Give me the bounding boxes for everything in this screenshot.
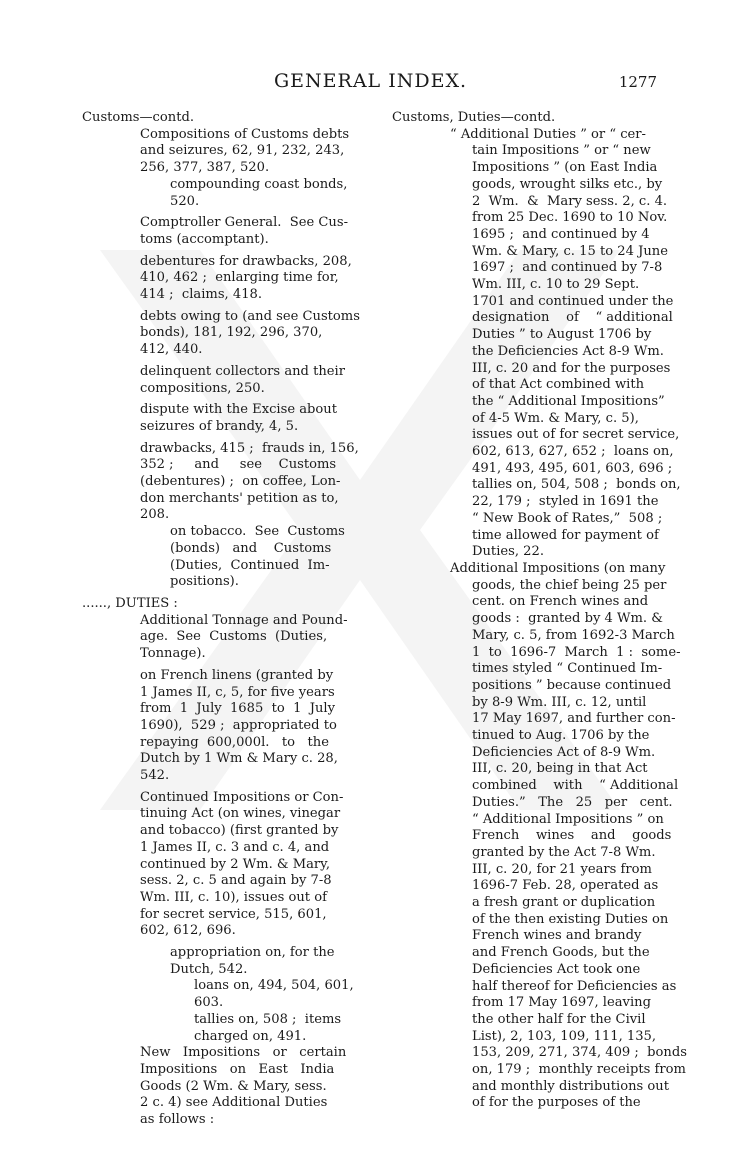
index-entry-line: Continued Impositions or Con- [140, 789, 344, 805]
index-entry-line: charged on, 491. [194, 1028, 307, 1044]
page-header [0, 70, 741, 96]
index-entry-line: Dutch, 542. [170, 961, 248, 977]
index-entry-line: by 8-9 Wm. III, c. 12, until [472, 694, 647, 710]
index-entry-line: times styled “ Continued Im- [472, 661, 663, 677]
index-entry-line: positions). [170, 574, 239, 590]
index-entry-line: sess. 2, c. 5 and again by 7-8 [140, 873, 332, 889]
index-entry-line: designation of “ additional [472, 310, 673, 326]
index-entry-line: “ New Book of Rates,” 508 ; [472, 510, 663, 526]
index-entry-line: Additional Impositions (on many [450, 560, 666, 576]
index-entry-line: French wines and brandy [472, 928, 642, 944]
index-entry-line: Tonnage). [140, 646, 206, 662]
index-entry-line: seizures of brandy, 4, 5. [140, 418, 299, 434]
index-entry-line: Impositions on East India [140, 1061, 335, 1077]
index-entry-line: III, c. 20 and for the purposes [472, 360, 671, 376]
index-entry-line: tinuing Act (on wines, vinegar [140, 806, 341, 822]
index-entry-line: age. See Customs (Duties, [140, 629, 328, 645]
index-entry-line: compositions, 250. [140, 380, 265, 396]
index-entry-line: Wm. III, c. 10 to 29 Sept. [472, 277, 640, 293]
index-entry-line: 410, 462 ; enlarging time for, [140, 270, 339, 286]
index-entry-line: cent. on French wines and [472, 594, 649, 610]
index-entry-line: Customs—contd. [82, 110, 195, 125]
index-entry-line: debentures for drawbacks, 208, [140, 253, 352, 269]
index-entry-line: Wm. & Mary, c. 15 to 24 June [472, 243, 668, 259]
index-entry-line: List), 2, 103, 109, 111, 135, [472, 1028, 657, 1044]
index-entry-line: 603. [194, 995, 224, 1011]
index-entry-line: goods, wrought silks etc., by [472, 176, 663, 192]
index-entry-line: appropriation on, for the [170, 945, 335, 961]
index-entry-line: tain Impositions ” or “ new [472, 143, 651, 159]
index-entry-line: New Impositions or certain [140, 1045, 347, 1061]
index-entry-line: 1696-7 Feb. 28, operated as [472, 878, 659, 894]
index-entry-line: 1697 ; and continued by 7-8 [472, 260, 663, 276]
index-entry-line: the other half for the Civil [472, 1011, 646, 1027]
index-entry-line: 1 James II, c. 3 and c. 4, and [140, 839, 330, 855]
index-entry-line: 352 ; and see Customs [140, 457, 337, 473]
index-entry-line: Deficiencies Act of 8-9 Wm. [472, 744, 656, 760]
index-entry-line: and French Goods, but the [472, 945, 650, 961]
index-entry-line: 153, 209, 271, 374, 409 ; bonds [472, 1045, 687, 1061]
index-entry-line: “ Additional Impositions ” on [472, 811, 664, 827]
index-entry-line: delinquent collectors and their [140, 363, 345, 379]
index-entry-line: and monthly distributions out [472, 1078, 669, 1094]
index-entry-line: Dutch by 1 Wm & Mary c. 28, [140, 751, 338, 767]
index-entry-line: continued by 2 Wm. & Mary, [140, 856, 330, 872]
index-entry-line: debts owing to (and see Customs [140, 308, 360, 324]
index-entry-line: 414 ; claims, 418. [140, 287, 263, 303]
index-entry-line: Wm. III, c. 10), issues out of [140, 889, 327, 905]
index-entry-line: 602, 612, 696. [140, 923, 236, 939]
index-entry-line: for secret service, 515, 601, [140, 906, 327, 922]
index-entry-line: Duties, 22. [472, 544, 544, 560]
index-entry-line: 17 May 1697, and further con- [472, 711, 676, 727]
index-entry-line: (bonds) and Customs [170, 540, 332, 556]
index-entry-line: 22, 179 ; styled in 1691 the [472, 494, 659, 510]
index-entry-line: issues out of for secret service, [472, 427, 680, 443]
index-entry-line: 542. [140, 768, 170, 784]
index-entry-line: 602, 613, 627, 652 ; loans on, [472, 444, 674, 460]
index-entry-line: as follows : [140, 1112, 215, 1128]
index-entry-line: Additional Tonnage and Pound- [140, 612, 348, 628]
index-entry-line: Mary, c. 5, from 1692-3 March [472, 627, 675, 643]
index-entry-line: loans on, 494, 504, 601, [194, 978, 354, 994]
page-number: 1277 [618, 73, 657, 91]
index-entry-line: ......, DUTIES : [82, 595, 178, 611]
index-entry-line: 2 c. 4) see Additional Duties [140, 1095, 328, 1111]
index-entry-line: Duties ” to August 1706 by [472, 327, 652, 343]
index-entry-line: Customs, Duties—contd. [392, 110, 556, 125]
index-entry-line: 412, 440. [140, 342, 203, 358]
left-column [82, 110, 364, 1129]
index-entry-line: 1690), 529 ; appropriated to [140, 717, 337, 733]
index-entry-line: drawbacks, 415 ; frauds in, 156, [140, 440, 359, 456]
index-entry-line: (Duties, Continued Im- [170, 557, 330, 573]
index-entry-line: on tobacco. See Customs [170, 524, 345, 540]
index-entry-line: don merchants' petition as to, [140, 490, 339, 506]
index-entry-line: Deficiencies Act took one [472, 961, 641, 977]
index-entry-line: 208. [140, 507, 170, 523]
index-entry-line: of for the purposes of the [472, 1095, 641, 1111]
index-entry-line: on, 179 ; monthly receipts from [472, 1062, 686, 1078]
index-entry-line: (debentures) ; on coffee, Lon- [140, 474, 341, 490]
index-entry-line: of the then existing Duties on [472, 911, 669, 927]
index-entry-line: and seizures, 62, 91, 232, 243, [140, 143, 345, 159]
index-entry-line: 491, 493, 495, 601, 603, 696 ; [472, 460, 673, 476]
index-entry-line: from 17 May 1697, leaving [472, 995, 651, 1011]
index-entry-line: granted by the Act 7-8 Wm. [472, 844, 656, 860]
index-entry-line: tinued to Aug. 1706 by the [472, 728, 650, 744]
right-column [392, 110, 687, 1112]
index-entry-line: positions ” because continued [472, 677, 672, 693]
index-entry-line: Impositions ” (on East India [472, 160, 658, 176]
index-entry-line: 1 to 1696-7 March 1 : some- [472, 644, 681, 660]
index-entry-line: 520. [170, 193, 200, 209]
index-entry-line: and tobacco) (first granted by [140, 823, 339, 839]
index-entry-line: tallies on, 504, 508 ; bonds on, [472, 477, 681, 493]
index-entry-line: of 4-5 Wm. & Mary, c. 5), [472, 410, 639, 426]
index-entry-line: French wines and goods [472, 828, 672, 844]
index-entry-line: Goods (2 Wm. & Mary, sess. [140, 1078, 327, 1094]
index-entry-line: goods, the chief being 25 per [472, 577, 667, 593]
index-entry-line: from 25 Dec. 1690 to 10 Nov. [472, 210, 668, 226]
index-entry-line: III, c. 20, being in that Act [472, 761, 648, 777]
index-entry-line: compounding coast bonds, [170, 176, 348, 192]
running-title: GENERAL INDEX. [273, 70, 468, 92]
index-entry-line: III, c. 20, for 21 years from [472, 861, 652, 877]
index-entry-line: Compositions of Customs debts [140, 126, 350, 142]
index-entry-line: repaying 600,000l. to the [140, 734, 329, 750]
index-entry-line: 256, 377, 387, 520. [140, 160, 270, 176]
index-entry-line: “ Additional Duties ” or “ cer- [450, 126, 646, 142]
index-entry-line: Comptroller General. See Cus- [140, 215, 349, 231]
index-entry-line: 2 Wm. & Mary sess. 2, c. 4. [472, 193, 668, 209]
index-entry-line: dispute with the Excise about [140, 402, 337, 418]
index-entry-line: from 1 July 1685 to 1 July [140, 701, 336, 717]
index-entry-line: combined with “ Additional [472, 778, 679, 794]
index-entry-line: goods : granted by 4 Wm. & [472, 611, 663, 627]
index-entry-line: 1 James II, c, 5, for five years [140, 684, 335, 700]
index-entry-line: 1701 and continued under the [472, 293, 674, 309]
index-entry-line: on French linens (granted by [140, 667, 334, 683]
index-entry-line: a fresh grant or duplication [472, 895, 656, 911]
index-entry-line: bonds), 181, 192, 296, 370, [140, 325, 323, 341]
index-entry-line: tallies on, 508 ; items [194, 1011, 342, 1027]
index-entry-line: 1695 ; and continued by 4 [472, 226, 650, 242]
index-entry-line: time allowed for payment of [472, 527, 659, 543]
index-entry-line: half thereof for Deficiencies as [472, 978, 677, 994]
index-entry-line: toms (accomptant). [140, 231, 269, 247]
index-entry-line: Duties.” The 25 per cent. [472, 794, 673, 810]
index-entry-line: the “ Additional Impositions” [472, 393, 665, 409]
index-entry-line: of that Act combined with [472, 377, 645, 393]
index-entry-line: the Deficiencies Act 8-9 Wm. [472, 343, 664, 359]
